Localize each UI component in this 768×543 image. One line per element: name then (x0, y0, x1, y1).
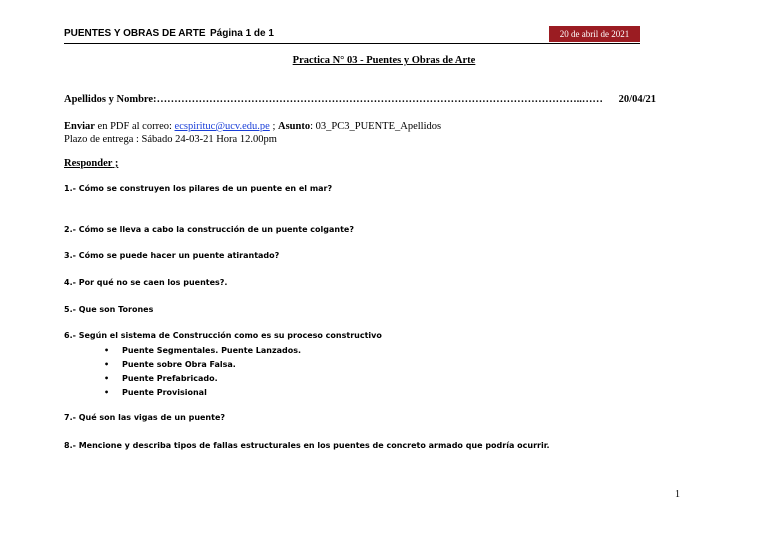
respond-heading (64, 158, 118, 169)
question-3: 3.- Cómo se puede hacer un puente atirantado? (64, 251, 280, 260)
separator: ; (269, 121, 278, 132)
name-date: 20/04/21 (618, 94, 656, 105)
header-date-badge: 20 de abril de 2021 (549, 26, 640, 42)
page-number: 1 (675, 489, 680, 500)
send-line (64, 120, 441, 133)
question-2: 2.- Cómo se lleva a cabo la construcción de un puente colgante? (64, 225, 354, 234)
document-title: Practica N° 03 - Puentes y Obras de Arte (292, 55, 476, 66)
question-5: 5.- Que son Torones (64, 305, 154, 314)
list-item: • Puente Provisional (104, 386, 301, 400)
question-4: 4.- Por qué no se caen los puentes?. (64, 278, 228, 287)
respond-label: Responder (64, 158, 113, 169)
name-dots: …………………………………………………………………………………………………………..…… (156, 94, 603, 105)
name-field-line (64, 94, 656, 105)
list-item: • Puente Prefabricado. (104, 372, 301, 386)
send-text: en PDF al correo: (94, 121, 175, 132)
page-header (64, 26, 640, 44)
name-label: Apellidos y Nombre: (64, 94, 157, 105)
subject-label: Asunto (278, 121, 311, 132)
construction-types-list (104, 344, 301, 400)
email-link[interactable]: ecspirituc@ucv.edu.pe (174, 121, 270, 132)
header-rule (64, 43, 640, 44)
question-8: 8.- Mencione y describa tipos de fallas estructurales en los puentes de concreto armado que podría ocurrir. (64, 441, 550, 450)
submission-instructions (64, 120, 441, 146)
send-label: Enviar (64, 121, 95, 132)
question-1: 1.- Cómo se construyen los pilares de un puente en el mar? (64, 184, 333, 193)
deadline: Plazo de entrega : Sábado 24-03-21 Hora 12.00pm (64, 134, 277, 145)
header-title: PUENTES Y OBRAS DE ARTE (64, 28, 206, 39)
respond-suffix: ; (112, 158, 119, 169)
question-7: 7.- Qué son las vigas de un puente? (64, 413, 226, 422)
header-page-indicator: Página 1 de 1 (210, 28, 274, 39)
subject-value: : 03_PC3_PUENTE_Apellidos (310, 121, 442, 132)
list-item: • Puente Segmentales. Puente Lanzados. (104, 344, 301, 358)
list-item: • Puente sobre Obra Falsa. (104, 358, 301, 372)
question-6: 6.- Según el sistema de Construcción como es su proceso constructivo (64, 331, 382, 340)
